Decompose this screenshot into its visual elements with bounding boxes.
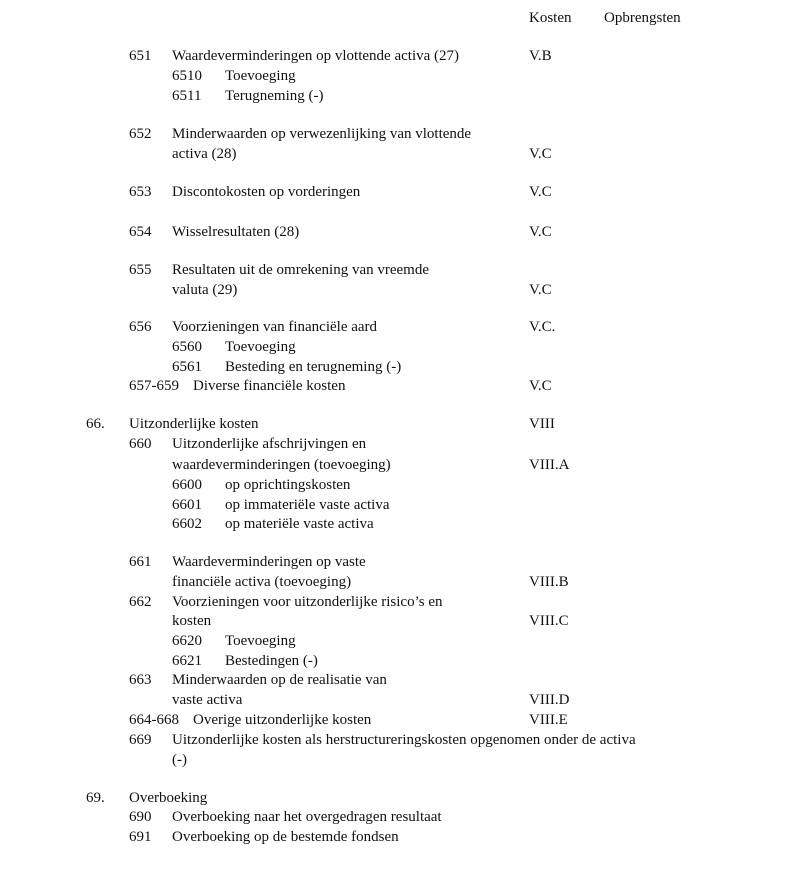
section-title: Overboeking [129,790,208,806]
item-code: 653 [129,184,152,200]
item-text: Toevoeging [225,339,296,355]
item-text: activa (28) [172,146,237,162]
item-text: (-) [172,752,187,768]
item-code: 690 [129,809,152,825]
item-text: op oprichtingskosten [225,477,351,493]
item-text: Uitzonderlijke kosten als herstructureringskosten opgenomen onder de activa [172,732,636,748]
item-text: op immateriële vaste activa [225,497,390,513]
item-code: 655 [129,262,152,278]
item-code: 660 [129,436,152,452]
item-text: Resultaten uit de omrekening van vreemde [172,262,429,278]
item-ref: VIII.D [529,692,570,708]
item-text: op materiële vaste activa [225,516,374,532]
item-text: Overboeking naar het overgedragen resultaat [172,809,442,825]
item-text: Minderwaarden op de realisatie van [172,672,387,688]
item-text: Besteding en terugneming (-) [225,359,402,375]
item-ref: V.C [529,184,552,200]
item-code: 6602 [172,516,202,532]
item-ref: V.C [529,282,552,298]
item-ref: V.C. [529,319,556,335]
item-text: Overboeking op de bestemde fondsen [172,829,399,845]
item-text: Minderwaarden op verwezenlijking van vlottende [172,126,472,142]
item-text: financiële activa (toevoeging) [172,574,352,590]
item-code: 657-659 [129,378,179,394]
item-code: 651 [129,48,152,64]
item-text: Bestedingen (-) [225,653,318,669]
item-code: 6601 [172,497,202,513]
item-ref: VIII.C [529,613,569,629]
item-code: 669 [129,732,152,748]
item-text: Overige uitzonderlijke kosten [193,712,372,728]
item-ref: V.C [529,146,552,162]
section-code: 66. [86,416,105,432]
item-text: Terugneming (-) [225,88,324,104]
item-ref: VIII.E [529,712,568,728]
item-text: vaste activa [172,692,243,708]
item-code: 663 [129,672,152,688]
item-ref: VIII [529,416,555,432]
item-text: Voorzieningen voor uitzonderlijke risico’s en [172,594,443,610]
item-code: 652 [129,126,152,142]
section-title: Uitzonderlijke kosten [129,416,259,432]
item-text: Diverse financiële kosten [193,378,346,394]
item-code: 6511 [172,88,202,104]
item-ref: V.B [529,48,552,64]
item-ref: V.C [529,378,552,394]
item-code: 6561 [172,359,202,375]
item-ref: VIII.A [529,457,570,473]
item-text: Uitzonderlijke afschrijvingen en [172,436,367,452]
item-text: Toevoeging [225,633,296,649]
item-text: Waardeverminderingen op vaste [172,554,366,570]
item-code: 656 [129,319,152,335]
item-text: Toevoeging [225,68,296,84]
item-code: 6621 [172,653,202,669]
header-kosten: Kosten [529,10,572,26]
item-ref: V.C [529,224,552,240]
item-text: kosten [172,613,212,629]
item-code: 664-668 [129,712,179,728]
item-code: 6510 [172,68,202,84]
item-code: 661 [129,554,152,570]
item-code: 6620 [172,633,202,649]
item-ref: VIII.B [529,574,569,590]
item-text: valuta (29) [172,282,238,298]
item-code: 662 [129,594,152,610]
item-text: waardeverminderingen (toevoeging) [172,457,391,473]
item-text: Voorzieningen van financiële aard [172,319,378,335]
item-text: Waardeverminderingen op vlottende activa (27) [172,48,460,64]
section-code: 69. [86,790,105,806]
item-text: Wisselresultaten (28) [172,224,300,240]
item-code: 654 [129,224,152,240]
header-opbrengsten: Opbrengsten [604,10,681,26]
item-code: 6600 [172,477,202,493]
item-code: 6560 [172,339,202,355]
item-text: Discontokosten op vorderingen [172,184,361,200]
item-code: 691 [129,829,152,845]
